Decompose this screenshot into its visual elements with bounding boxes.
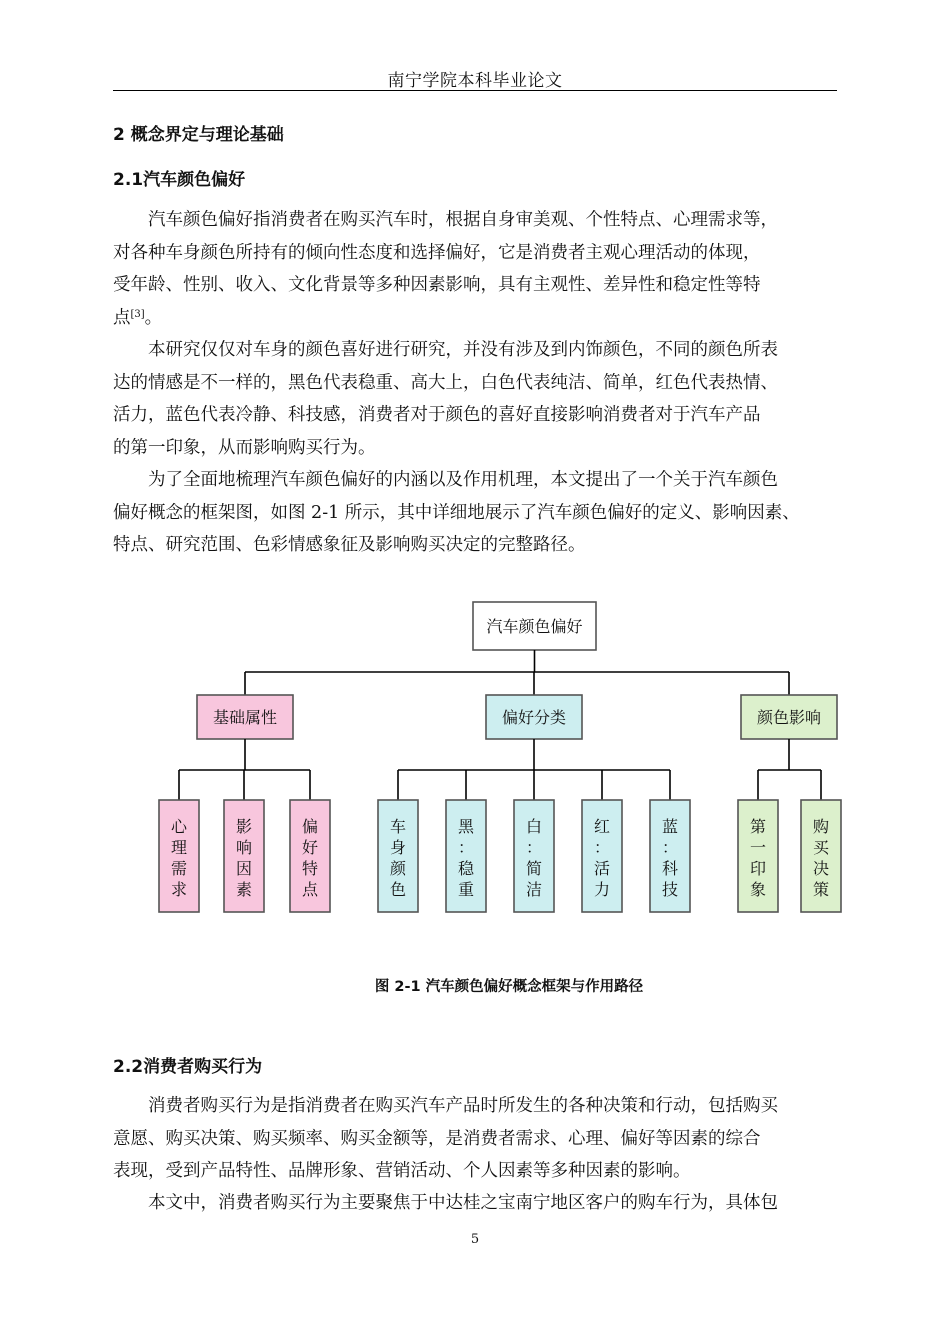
leaf-node-char: 重 xyxy=(457,880,475,899)
leaf-node-char: 影 xyxy=(235,817,253,836)
section-heading-2-1: 2.1汽车颜色偏好 xyxy=(113,170,246,190)
leaf-node-char: 购 xyxy=(812,817,830,836)
paragraph-purchase-behavior-definition xyxy=(113,1090,853,1188)
figure-caption: 图 2-1 汽车颜色偏好概念框架与作用路径 xyxy=(374,979,644,995)
group-node-label: 基础属性 xyxy=(212,708,278,727)
text-line: 本研究仅仅对车身的颜色喜好进行研究，并没有涉及到内饰颜色，不同的颜色所表 xyxy=(148,340,778,360)
leaf-node-char: 简 xyxy=(525,859,543,878)
leaf-node-char: 身 xyxy=(389,838,407,857)
text-line: 特点、研究范围、色彩情感象征及影响购买决定的完整路径。 xyxy=(113,535,586,555)
leaf-node-char: 心 xyxy=(170,817,188,836)
leaf-node-char: 策 xyxy=(812,880,830,899)
leaf-node-char: 车 xyxy=(389,817,407,836)
leaf-node-char: 色 xyxy=(389,880,407,899)
group-node-label: 偏好分类 xyxy=(501,708,567,727)
text-line: 本文中，消费者购买行为主要聚焦于中达桂之宝南宁地区客户的购车行为，具体包 xyxy=(148,1193,778,1213)
leaf-node-char: 印 xyxy=(749,859,767,878)
leaf-node-char: 一 xyxy=(749,838,767,857)
text-line: 受年龄、性别、收入、文化背景等多种因素影响，具有主观性、差异性和稳定性等特 xyxy=(113,275,761,295)
citation-ref: [3] xyxy=(130,308,145,320)
text-line: 达的情感是不一样的，黑色代表稳重、高大上，白色代表纯洁、简单，红色代表热情、 xyxy=(113,372,778,393)
leaf-node-char: ： xyxy=(661,838,679,857)
leaf-node-char: 好 xyxy=(301,838,319,857)
text-line: 表现，受到产品特性、品牌形象、营销活动、个人因素等多种因素的影响。 xyxy=(113,1161,691,1181)
leaf-node-char: 求 xyxy=(170,880,188,899)
leaf-node-char: 活 xyxy=(593,859,611,878)
leaf-node-char: 响 xyxy=(235,838,253,857)
leaf-node-char: ： xyxy=(593,838,611,857)
leaf-node-char: 第 xyxy=(749,817,767,836)
text-fragment: 点 xyxy=(113,307,131,328)
leaf-node-char: 买 xyxy=(812,838,830,857)
leaf-node-char: 素 xyxy=(235,880,253,899)
leaf-node-char: 需 xyxy=(170,859,188,878)
leaf-node-char: ： xyxy=(525,838,543,857)
section-heading-2: 2 概念界定与理论基础 xyxy=(113,125,284,145)
leaf-node-char: 力 xyxy=(593,880,611,899)
text-line: 的第一印象，从而影响购买行为。 xyxy=(113,437,376,458)
leaf-node-char: 红 xyxy=(593,817,611,836)
leaf-node-char: 因 xyxy=(235,859,253,878)
text-line: 汽车颜色偏好指消费者在购买汽车时，根据自身审美观、个性特点、心理需求等， xyxy=(148,210,778,230)
root-node-label: 汽车颜色偏好 xyxy=(486,617,583,636)
leaf-node-char: ： xyxy=(457,838,475,857)
leaf-node-char: 颜 xyxy=(389,859,407,878)
text-line: 意愿、购买决策、购买频率、购买金额等，是消费者需求、心理、偏好等因素的综合 xyxy=(113,1128,761,1149)
leaf-node-char: 偏 xyxy=(301,817,319,836)
leaf-node-char: 科 xyxy=(661,859,679,878)
leaf-node-char: 稳 xyxy=(457,859,475,878)
leaf-node-char: 理 xyxy=(170,838,188,857)
section-heading-2-2: 2.2消费者购买行为 xyxy=(113,1057,263,1077)
text-line: 活力，蓝色代表冷静、科技感，消费者对于颜色的喜好直接影响消费者对于汽车产品 xyxy=(113,405,761,425)
page-number: 5 xyxy=(470,1232,480,1247)
leaf-node-char: 黑 xyxy=(457,817,475,836)
text-line: 为了全面地梳理汽车颜色偏好的内涵以及作用机理，本文提出了一个关于汽车颜色 xyxy=(148,470,778,490)
text-line: 消费者购买行为是指消费者在购买汽车产品时所发生的各种决策和行动，包括购买 xyxy=(148,1096,778,1116)
leaf-node-char: 技 xyxy=(661,880,679,899)
text-line: 偏好概念的框架图，如图 2-1 所示，其中详细地展示了汽车颜色偏好的定义、影响因素、 xyxy=(113,502,800,523)
leaf-node-char: 洁 xyxy=(525,880,543,899)
leaf-node-char: 蓝 xyxy=(661,817,679,836)
leaf-node-char: 白 xyxy=(525,817,543,836)
leaf-node-char: 决 xyxy=(812,859,830,878)
page-header: 南宁学院本科毕业论文 xyxy=(387,71,563,91)
group-node-label: 颜色影响 xyxy=(756,708,822,727)
text-fragment: 。 xyxy=(144,307,163,328)
leaf-node-char: 点 xyxy=(301,880,319,899)
leaf-node-char: 象 xyxy=(749,880,767,899)
paragraph-purchase-behavior-focus xyxy=(113,1187,853,1220)
text-line: 对各种车身颜色所持有的倾向性态度和选择偏好，它是消费者主观心理活动的体现， xyxy=(113,242,761,263)
leaf-node-char: 特 xyxy=(301,859,319,878)
